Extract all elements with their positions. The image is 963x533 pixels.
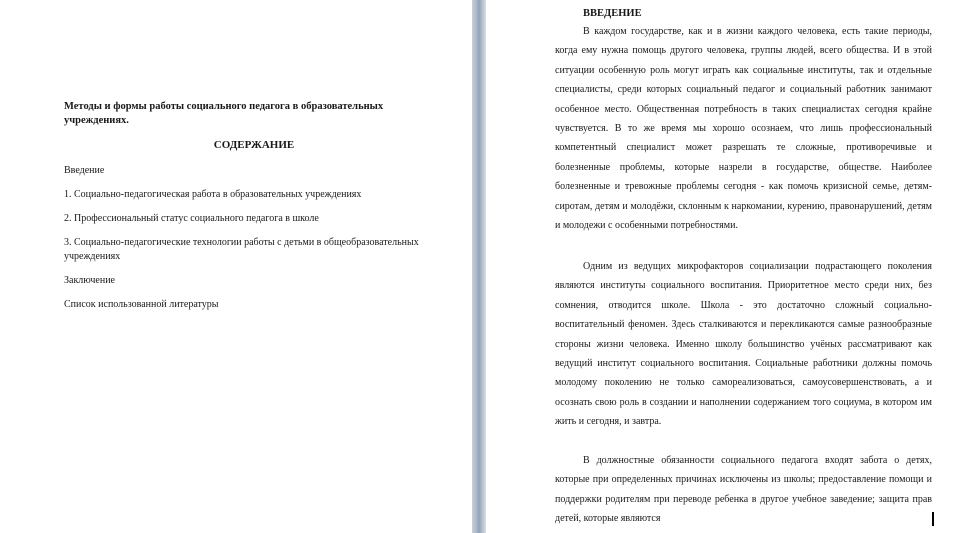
introduction-paragraph-1: В каждом государстве, как и в жизни каждого человека, есть такие периоды, когда ему нужна помощь другого человека, группы людей, всего общества. И в этой ситуации особенную роль могут играть как социальные институты, так и отдельные специалисты, среди которых социальный педагог и социальный работник занимают особенное место. Общественная потребность в таких специалистах сегодня крайне чувствуется. В то же время мы хорошо осознаем, что лишь профессиональный компетентный специалист может разрешать те сложные, противоречивые и болезненные проблемы, которые назрели в государстве, обществе. Наиболее болезненные и тревожные проблемы сегодня - как помочь кризисной семье, детям-сиротам, детям и молодёжи, склонным к наркомании, курению, правонарушений, детям и молодежи с особенными потребностями. (555, 26, 932, 232)
page-divider (472, 0, 486, 533)
toc-item-chapter-3[interactable]: 3. Социально-педагогические технологии работы с детьми в общеобразовательных учреждениях (64, 237, 419, 262)
introduction-paragraph-2: Одним из ведущих микрофакторов социализации подрастающего поколения являются институты социального воспитания. Приоритетное место среди них, без сомнения, отводится школе. Школа - это достаточно сложный социально-воспитательный феномен. Здесь сталкиваются и перекликаются самые разнообразные стороны жизни человека. Именно школу большинство учёных рассматривают как ведущий институт социального воспитания. Социальные работники должны помочь молодому поколению не только самореализоваться, самоусовершенствовать, а и осознать свою роль в создании и наполнении содержанием того социума, в котором им жить и сегодня, и завтра. (555, 261, 932, 428)
toc-item-chapter-2[interactable]: 2. Профессиональный статус социального педагога в школе (64, 213, 319, 224)
toc-item-introduction[interactable]: Введение (64, 165, 105, 176)
text-cursor (932, 512, 934, 526)
toc-item-conclusion[interactable]: Заключение (64, 275, 115, 286)
left-page (0, 0, 472, 533)
toc-item-references[interactable]: Список использованной литературы (64, 299, 219, 310)
toc-heading: СОДЕРЖАНИЕ (213, 139, 295, 151)
introduction-paragraph-3: В должностные обязанности социального педагога входят забота о детях, которые при определенных причинах исключены из школы; предоставление помощи и поддержки родителям при переводе ребенка в другое учебное заведение; защита прав детей, которые являются (555, 455, 932, 525)
document-title: Методы и формы работы социального педагога в образовательных учреждениях. (64, 101, 384, 126)
introduction-heading: ВВЕДЕНИЕ (583, 8, 642, 19)
toc-item-chapter-1[interactable]: 1. Социально-педагогическая работа в образовательных учреждениях (64, 189, 362, 200)
